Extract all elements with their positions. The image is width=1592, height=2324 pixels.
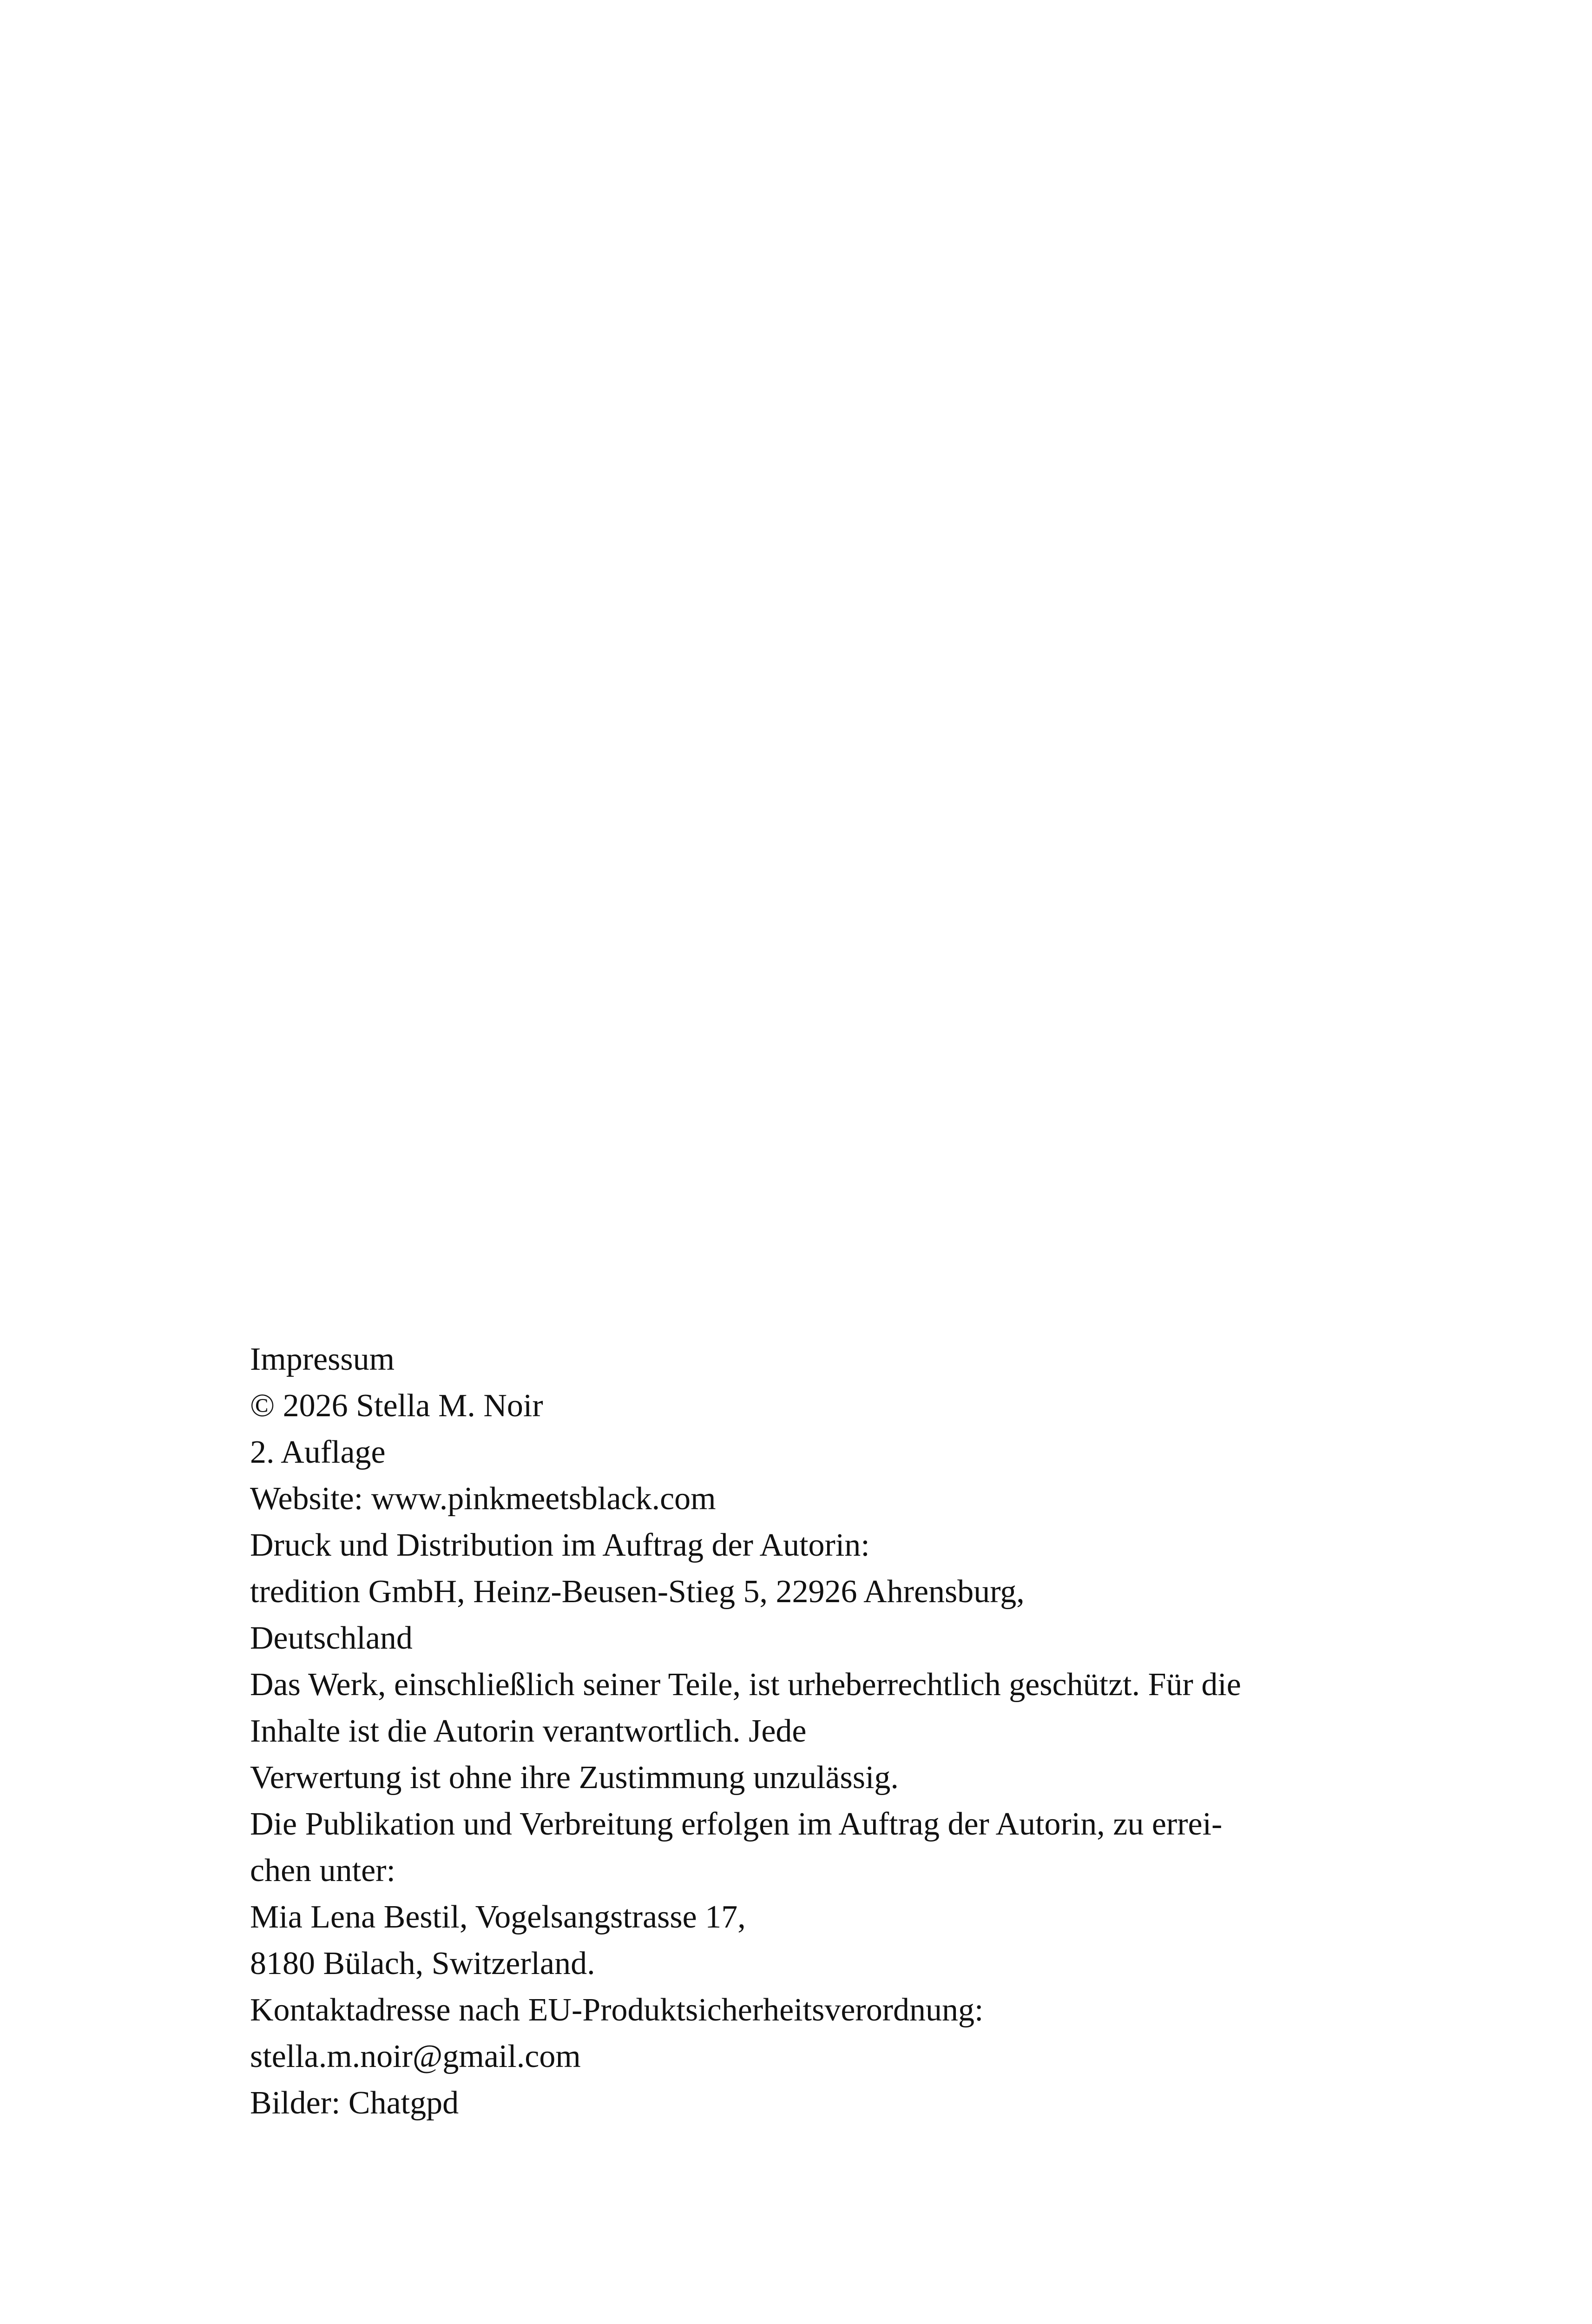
contact-email-line: stella.m.noir@gmail.com [250, 2039, 581, 2074]
copyright-notice-line-1: Das Werk, einschließlich seiner Teile, ist urheberrechtlich geschützt. Für die [250, 1667, 1241, 1703]
publisher-country-line: Deutschland [250, 1620, 413, 1656]
images-credit-line: Bilder: Chatgpd [250, 2085, 459, 2121]
author-address-line-1: Mia Lena Bestil, Vogelsangstrasse 17, [250, 1899, 746, 1935]
contact-address-line: Kontaktadresse nach EU-Produktsicherheitsverordnung: [250, 1992, 984, 2028]
copyright-notice-line-3: Verwertung ist ohne ihre Zustimmung unzulässig. [250, 1760, 899, 1796]
print-distribution-line: Druck und Distribution im Auftrag der Autorin: [250, 1527, 870, 1563]
website-line: Website: www.pinkmeetsblack.com [250, 1481, 716, 1517]
publication-notice-line-2: chen unter: [250, 1853, 395, 1888]
copyright-line: © 2026 Stella M. Noir [250, 1388, 543, 1424]
imprint-block [250, 1336, 1388, 2126]
author-address-line-2: 8180 Bülach, Switzerland. [250, 1946, 595, 1981]
edition-line: 2. Auflage [250, 1434, 386, 1470]
imprint-heading: Impressum [250, 1341, 395, 1377]
publisher-address-line: tredition GmbH, Heinz-Beusen-Stieg 5, 22926 Ahrensburg, [250, 1574, 1025, 1610]
publication-notice-line-1: Die Publikation und Verbreitung erfolgen im Auftrag der Autorin, zu errei- [250, 1806, 1223, 1842]
copyright-notice-line-2: Inhalte ist die Autorin verantwortlich. Jede [250, 1713, 807, 1749]
